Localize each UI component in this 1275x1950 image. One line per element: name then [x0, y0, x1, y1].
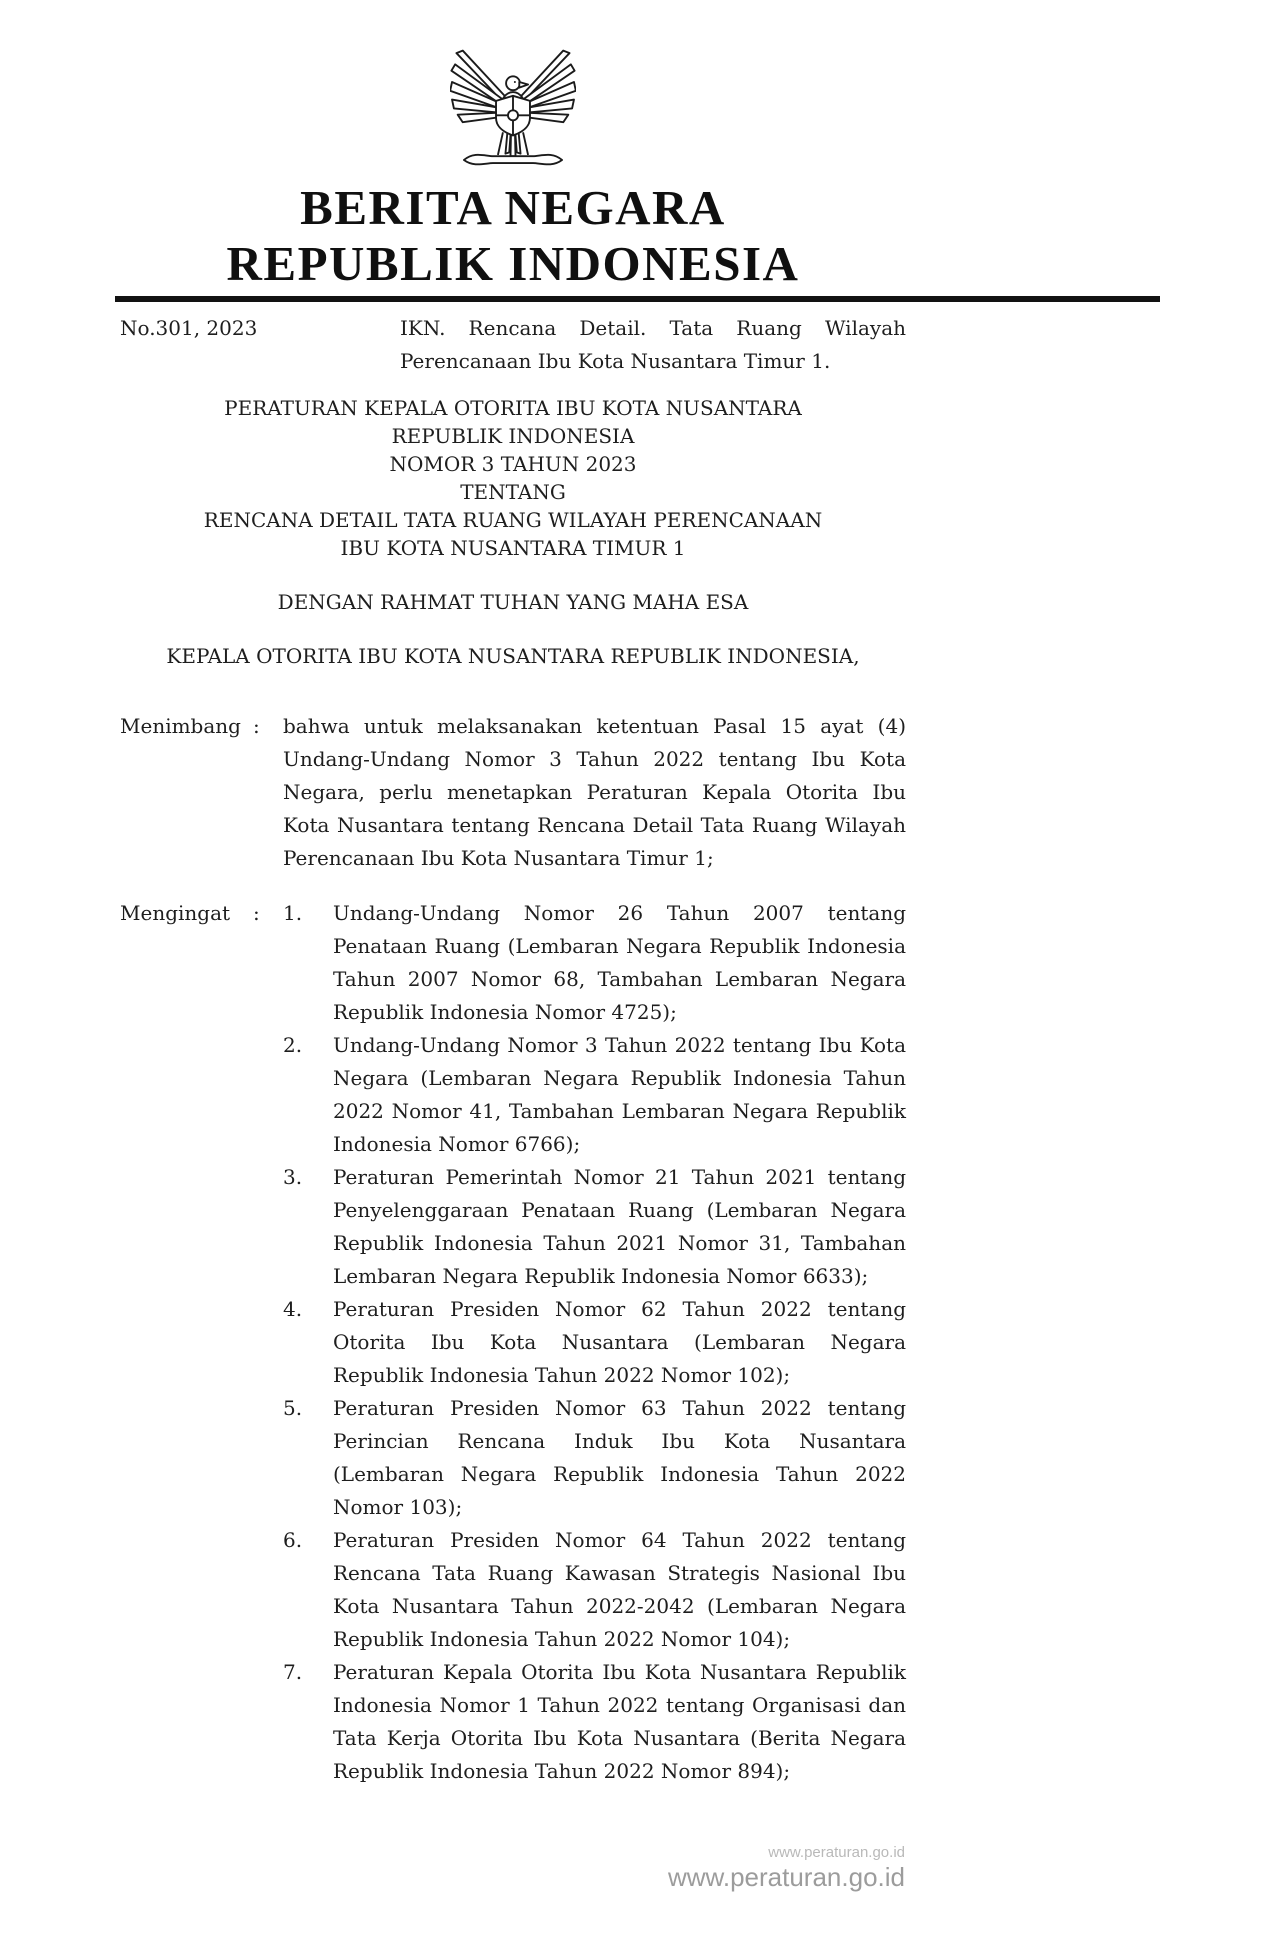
- item-number: 1.: [283, 901, 303, 925]
- item-number: 2.: [283, 1033, 303, 1057]
- item-text: Undang-Undang Nomor 26 Tahun 2007 tentang Penataan Ruang (Lembaran Negara Republik Indonesia Tahun 2007 Nomor 68, Tambahan Lembaran Negara Republik Indonesia Nomor 4725);: [333, 901, 906, 1024]
- heading-line-4: TENTANG: [460, 480, 566, 504]
- watermark-footer: [668, 1844, 905, 1892]
- garuda-pancasila-emblem: [450, 38, 576, 170]
- heading-line-6: IBU KOTA NUSANTARA TIMUR 1: [340, 536, 686, 560]
- legal-basis-colon: :: [253, 901, 260, 925]
- regulation-heading: [120, 394, 906, 562]
- heading-line-2: REPUBLIK INDONESIA: [391, 424, 635, 448]
- legal-basis-clause: [120, 897, 906, 1788]
- issue-row: [120, 312, 906, 378]
- item-text: Peraturan Presiden Nomor 63 Tahun 2022 tentang Perincian Rencana Induk Ibu Kota Nusantara (Lembaran Negara Republik Indonesia Tahun 2022 Nomor 103);: [333, 1396, 906, 1519]
- item-text: Peraturan Pemerintah Nomor 21 Tahun 2021 tentang Penyelenggaraan Penataan Ruang (Lembaran Negara Republik Indonesia Tahun 2021 Nomor 31, Tambahan Lembaran Negara Republik Indonesia Nomor 6633);: [333, 1165, 906, 1288]
- item-number: 5.: [283, 1396, 303, 1420]
- considering-clause: [120, 710, 906, 875]
- item-text: Peraturan Presiden Nomor 64 Tahun 2022 tentang Rencana Tata Ruang Kawasan Strategis Nasional Ibu Kota Nusantara Tahun 2022-2042 (Lembaran Negara Republik Indonesia Tahun 2022 Nomor 104);: [333, 1528, 906, 1651]
- legal-basis-item: [283, 1524, 906, 1656]
- considering-label: Menimbang: [120, 714, 241, 738]
- item-number: 4.: [283, 1297, 303, 1321]
- heading-line-1: PERATURAN KEPALA OTORITA IBU KOTA NUSANTARA: [224, 396, 802, 420]
- emblem-wrap: [120, 0, 906, 170]
- masthead-rule: [115, 296, 1160, 302]
- invocation-line: DENGAN RAHMAT TUHAN YANG MAHA ESA: [277, 590, 749, 614]
- gazette-masthead: [120, 180, 906, 292]
- subject-abstract: IKN. Rencana Detail. Tata Ruang Wilayah Perencanaan Ibu Kota Nusantara Timur 1.: [400, 316, 906, 373]
- item-text: Undang-Undang Nomor 3 Tahun 2022 tentang Ibu Kota Negara (Lembaran Negara Republik Indonesia Tahun 2022 Nomor 41, Tambahan Lembaran Negara Republik Indonesia Nomor 6766);: [333, 1033, 906, 1156]
- legal-basis-item: [283, 1161, 906, 1293]
- item-text: Peraturan Presiden Nomor 62 Tahun 2022 tentang Otorita Ibu Kota Nusantara (Lembaran Negara Republik Indonesia Tahun 2022 Nomor 102);: [333, 1297, 906, 1387]
- legal-basis-item: [283, 1293, 906, 1392]
- issuing-authority-line: KEPALA OTORITA IBU KOTA NUSANTARA REPUBLIK INDONESIA,: [166, 644, 860, 668]
- considering-colon: :: [253, 714, 260, 738]
- legal-basis-list: [283, 897, 906, 1788]
- legal-basis-item: [283, 1029, 906, 1161]
- legal-basis-item: [283, 1656, 906, 1788]
- item-number: 3.: [283, 1165, 303, 1189]
- watermark-small: www.peraturan.go.id: [768, 1844, 905, 1861]
- document-column: [120, 0, 906, 1788]
- item-number: 7.: [283, 1660, 303, 1684]
- heading-line-5: RENCANA DETAIL TATA RUANG WILAYAH PERENCANAAN: [203, 508, 823, 532]
- legal-basis-label: Mengingat: [120, 901, 231, 925]
- item-text: Peraturan Kepala Otorita Ibu Kota Nusantara Republik Indonesia Nomor 1 Tahun 2022 tentang Organisasi dan Tata Kerja Otorita Ibu Kota Nusantara (Berita Negara Republik Indonesia Tahun 2022 Nomor 894);: [333, 1660, 906, 1783]
- legal-basis-item: [283, 897, 906, 1029]
- heading-line-3: NOMOR 3 TAHUN 2023: [389, 452, 637, 476]
- watermark-large: www.peraturan.go.id: [667, 1862, 905, 1892]
- gazette-title-line2: REPUBLIK INDONESIA: [226, 236, 800, 291]
- item-number: 6.: [283, 1528, 303, 1552]
- considering-text: bahwa untuk melaksanakan ketentuan Pasal 15 ayat (4) Undang-Undang Nomor 3 Tahun 2022 tentang Ibu Kota Negara, perlu menetapkan Peraturan Kepala Otorita Ibu Kota Nusantara tentang Rencana Detail Tata Ruang Wilayah Perencanaan Ibu Kota Nusantara Timur 1;: [283, 714, 906, 870]
- issue-number: No.301, 2023: [120, 316, 258, 340]
- gazette-title-line1: BERITA NEGARA: [300, 180, 726, 235]
- legal-basis-item: [283, 1392, 906, 1524]
